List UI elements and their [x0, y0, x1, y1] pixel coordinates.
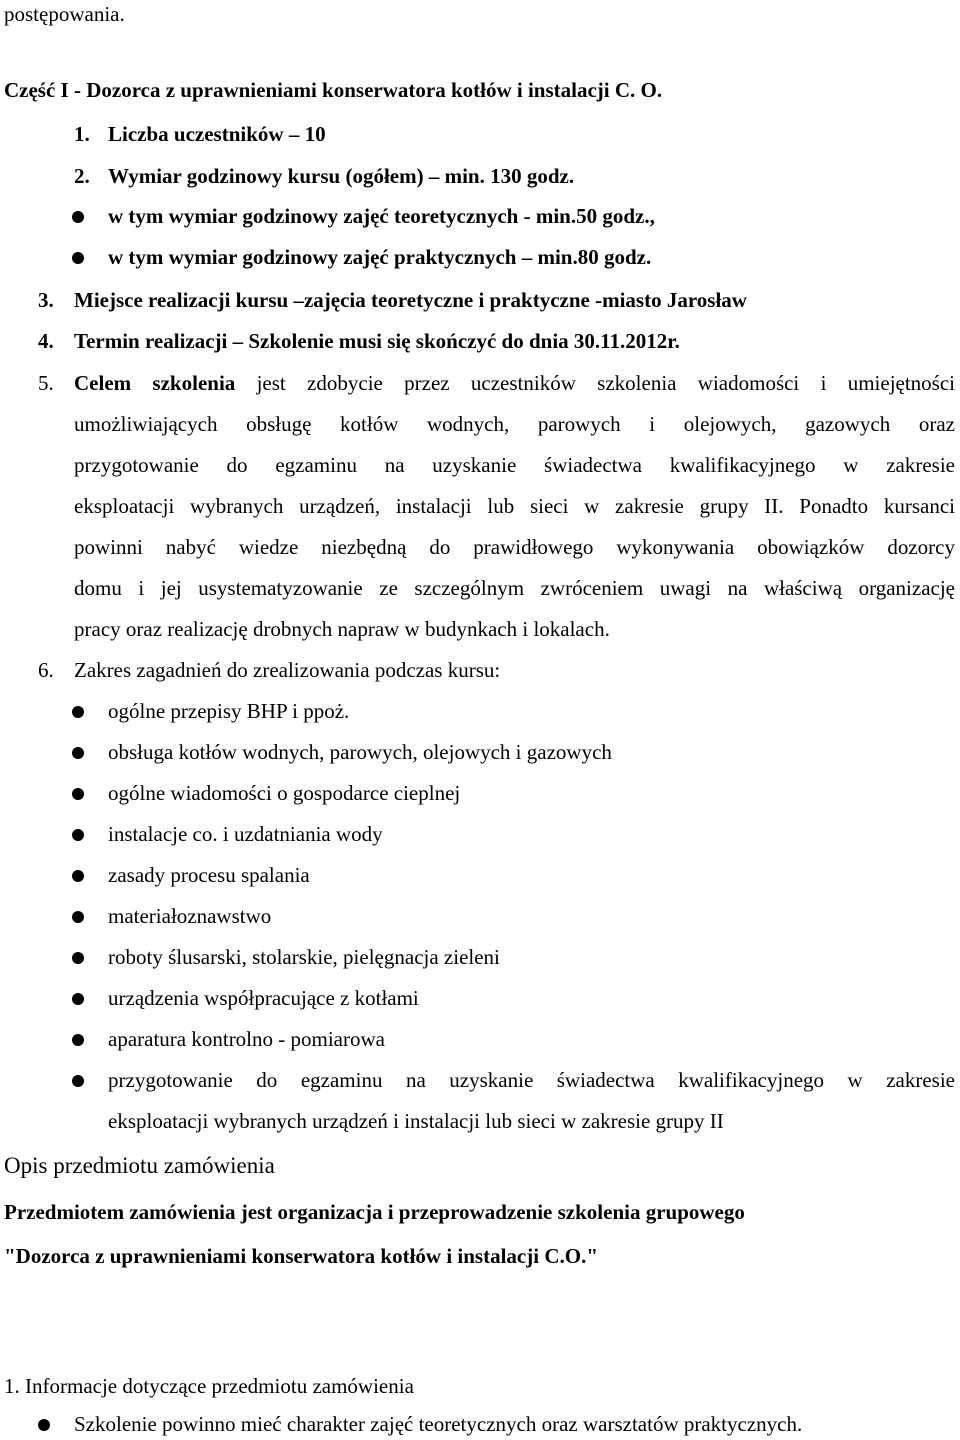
przedmiot-line-2: "Dozorca z uprawnieniami konserwatora kotłów i instalacji C.O.": [4, 1244, 598, 1268]
item-3-number: 3.: [38, 288, 54, 312]
item-5-line-2: umożliwiających obsługę kotłów wodnych, parowych i olejowych, gazowych oraz: [74, 412, 955, 436]
bullet-icon: [72, 952, 84, 964]
item-4-text: Termin realizacji – Szkolenie musi się skończyć do dnia 30.11.2012r.: [74, 329, 680, 353]
item-6-text: Zakres zagadnień do zrealizowania podczas kursu:: [74, 658, 501, 682]
opis-heading: Opis przedmiotu zamówienia: [4, 1153, 275, 1178]
item-2-sub-theory: w tym wymiar godzinowy zajęć teoretycznych - min.50 godz.,: [108, 204, 655, 228]
item-5-line-1-text: jest zdobycie przez uczestników szkolenia wiadomości i umiejętności: [256, 371, 956, 395]
item-1-text: Liczba uczestników – 10: [108, 122, 326, 146]
bullet-icon: [72, 747, 84, 759]
item-5-line-3: przygotowanie do egzaminu na uzyskanie świadectwa kwalifikacyjnego w zakresie: [74, 453, 955, 477]
item-2-text: Wymiar godzinowy kursu (ogółem) – min. 130 godz.: [108, 164, 575, 188]
item-2-number: 2.: [74, 164, 90, 188]
bullet-icon: [72, 788, 84, 800]
topic-item: roboty ślusarski, stolarskie, pielęgnacja zieleni: [108, 945, 500, 969]
item-6-number: 6.: [38, 658, 54, 682]
topic-item: przygotowanie do egzaminu na uzyskanie świadectwa kwalifikacyjnego w zakresie: [108, 1068, 955, 1092]
item-5-number: 5.: [38, 371, 54, 395]
item-2-sub-practice: w tym wymiar godzinowy zajęć praktycznych – min.80 godz.: [108, 245, 652, 269]
bullet-icon: [72, 993, 84, 1005]
topic-item: ogólne wiadomości o gospodarce cieplnej: [108, 781, 461, 805]
przedmiot-line-1: Przedmiotem zamówienia jest organizacja i przeprowadzenie szkolenia grupowego: [4, 1200, 745, 1224]
topic-item-continuation: eksploatacji wybranych urządzeń i instalacji lub sieci w zakresie grupy II: [108, 1109, 724, 1133]
topic-item: obsługa kotłów wodnych, parowych, olejowych i gazowych: [108, 740, 612, 764]
top-fragment-text: postępowania.: [4, 2, 125, 26]
topic-item: materiałoznawstwo: [108, 904, 272, 928]
topic-item: zasady procesu spalania: [108, 863, 310, 887]
bullet-icon: [72, 211, 84, 223]
bullet-icon: [72, 829, 84, 841]
bullet-icon: [72, 1034, 84, 1046]
item-5-line-5: powinni nabyć wiedze niezbędną do prawidłowego wykonywania obowiązków dozorcy: [74, 535, 955, 559]
topic-item: ogólne przepisy BHP i ppoż.: [108, 699, 350, 723]
item-5-line-7: pracy oraz realizację drobnych napraw w budynkach i lokalach.: [74, 617, 610, 641]
item-3-text: Miejsce realizacji kursu –zajęcia teoretyczne i praktyczne -miasto Jarosław: [74, 288, 747, 312]
bullet-icon: [72, 1075, 84, 1087]
item-1-number: 1.: [74, 122, 90, 146]
bullet-icon: [72, 870, 84, 882]
topic-item: instalacje co. i uzdatniania wody: [108, 822, 383, 846]
bullet-icon: [38, 1419, 50, 1431]
item-5-line-4: eksploatacji wybranych urządzeń, instalacji lub sieci w zakresie grupy II. Ponadto kursanci: [74, 494, 955, 518]
item-4-number: 4.: [38, 329, 54, 353]
item-5-lead: Celem szkolenia: [74, 371, 236, 395]
bullet-icon: [72, 911, 84, 923]
item-5-line-1: [74, 373, 955, 394]
bullet-icon: [72, 706, 84, 718]
topic-item: urządzenia współpracujące z kotłami: [108, 986, 419, 1010]
item-5-line-6: domu i jej usystematyzowanie ze szczególnym zwróceniem uwagi na właściwą organizację: [74, 576, 955, 600]
info-heading: 1. Informacje dotyczące przedmiotu zamówienia: [4, 1374, 414, 1398]
info-bullet-text: Szkolenie powinno mieć charakter zajęć teoretycznych oraz warsztatów praktycznych.: [74, 1412, 803, 1436]
bullet-icon: [72, 252, 84, 264]
part1-heading: Część I - Dozorca z uprawnieniami konserwatora kotłów i instalacji C. O.: [4, 78, 663, 102]
topic-item: aparatura kontrolno - pomiarowa: [108, 1027, 385, 1051]
